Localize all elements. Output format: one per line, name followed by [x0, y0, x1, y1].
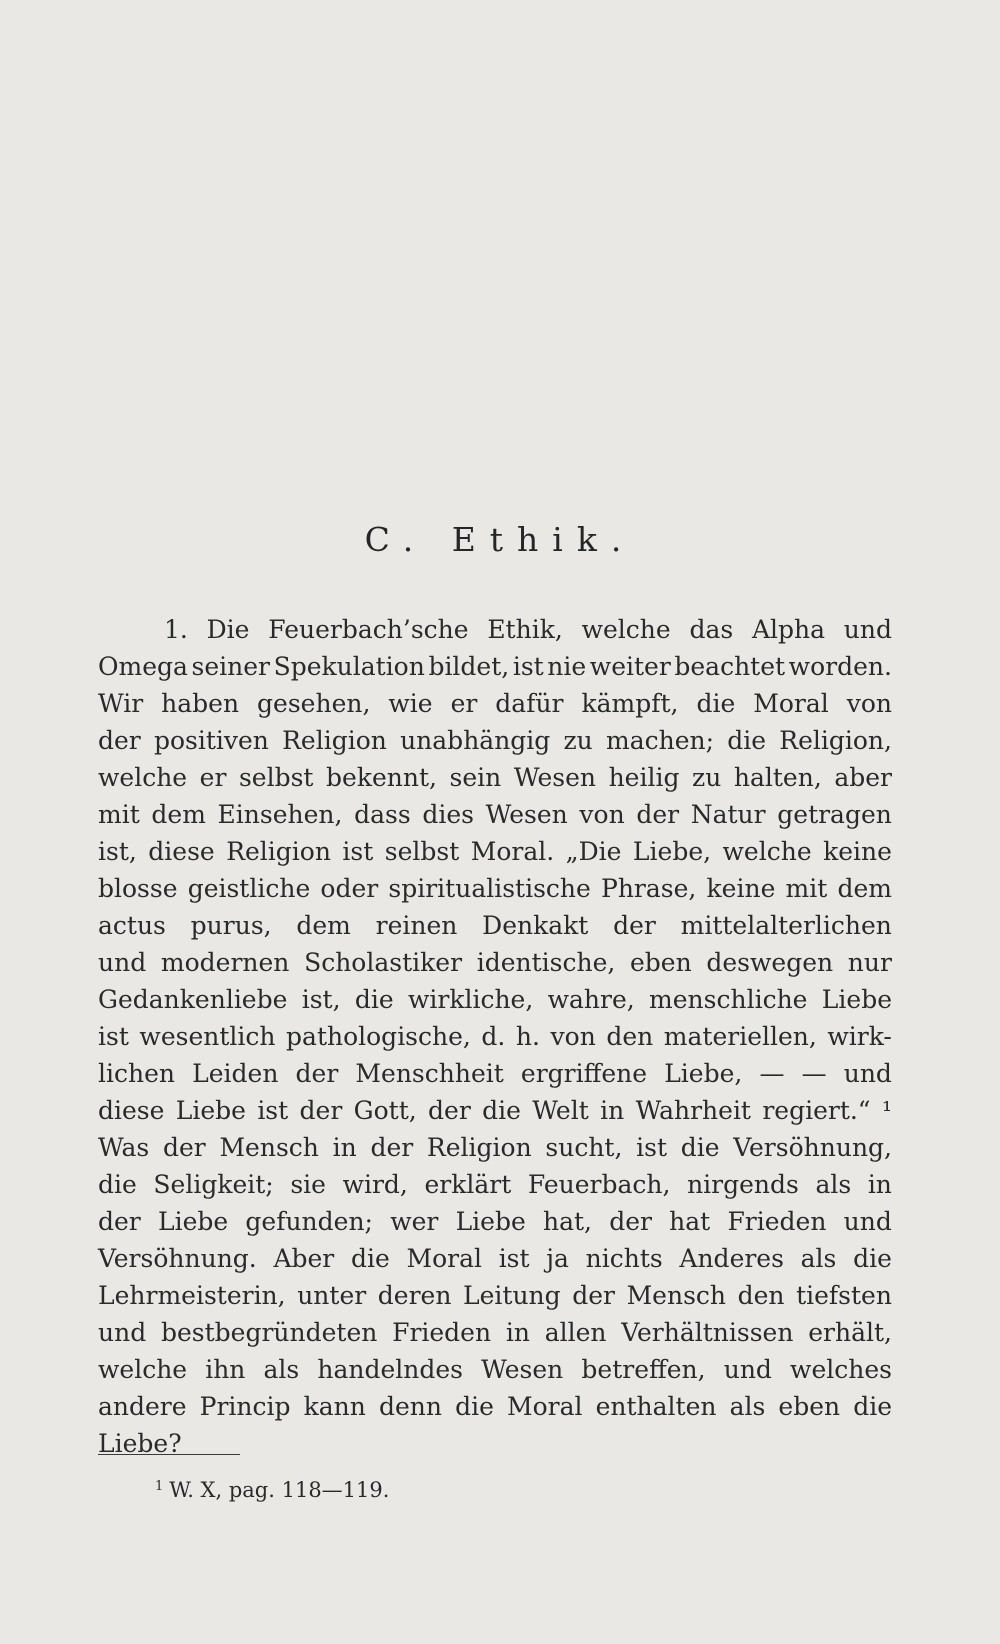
text-line: diese Liebe ist der Gott, der die Welt in Wahrheit regiert.“ ¹: [98, 1096, 892, 1125]
text-line: die Seligkeit; sie wird, erklärt Feuerbach, nirgends als in: [98, 1170, 892, 1199]
text-line: und modernen Scholastiker identische, eben deswegen nur: [98, 948, 892, 977]
text-line: Lehrmeisterin, unter deren Leitung der Mensch den tiefsten: [98, 1281, 892, 1310]
text-line: welche ihn als handelndes Wesen betreffen, und welches: [98, 1355, 892, 1384]
text-line: Omega seiner Spekulation bildet, ist nie weiter beachtet worden.: [98, 652, 892, 681]
footnote-rule: [98, 1454, 240, 1455]
footnote-text: W. X, pag. 118—119.: [169, 1478, 390, 1502]
text-line: blosse geistliche oder spiritualistische Phrase, keine mit dem: [98, 874, 892, 903]
footnote: [155, 1472, 389, 1505]
text-line: lichen Leiden der Menschheit ergriffene Liebe, — — und: [98, 1059, 892, 1088]
text-line: Liebe?: [98, 1429, 182, 1458]
body-paragraph: [98, 611, 892, 1462]
text-line: 1. Die Feuerbach’sche Ethik, welche das Alpha und: [164, 615, 892, 644]
text-line: und bestbegründeten Frieden in allen Verhältnissen erhält,: [98, 1318, 892, 1347]
text-line: ist, diese Religion ist selbst Moral. „Die Liebe, welche keine: [98, 837, 892, 866]
text-line: actus purus, dem reinen Denkakt der mittelalterlichen: [98, 911, 892, 940]
text-line: Gedankenliebe ist, die wirkliche, wahre, menschliche Liebe: [98, 985, 892, 1014]
text-line: Wir haben gesehen, wie er dafür kämpft, die Moral von: [98, 689, 892, 718]
text-line: ist wesentlich pathologische, d. h. von den materiellen, wirk-: [98, 1022, 892, 1051]
text-line: andere Princip kann denn die Moral enthalten als eben die: [98, 1392, 892, 1421]
footnote-marker: 1: [155, 1479, 164, 1494]
text-line: welche er selbst bekennt, sein Wesen heilig zu halten, aber: [98, 763, 892, 792]
text-line: der Liebe gefunden; wer Liebe hat, der hat Frieden und: [98, 1207, 892, 1236]
text-line: mit dem Einsehen, dass dies Wesen von der Natur getragen: [98, 800, 892, 829]
section-heading: C. Ethik.: [364, 520, 636, 559]
text-line: der positiven Religion unabhängig zu machen; die Religion,: [98, 726, 892, 755]
text-line: Versöhnung. Aber die Moral ist ja nichts Anderes als die: [98, 1244, 892, 1273]
text-line: Was der Mensch in der Religion sucht, ist die Versöhnung,: [98, 1133, 892, 1162]
